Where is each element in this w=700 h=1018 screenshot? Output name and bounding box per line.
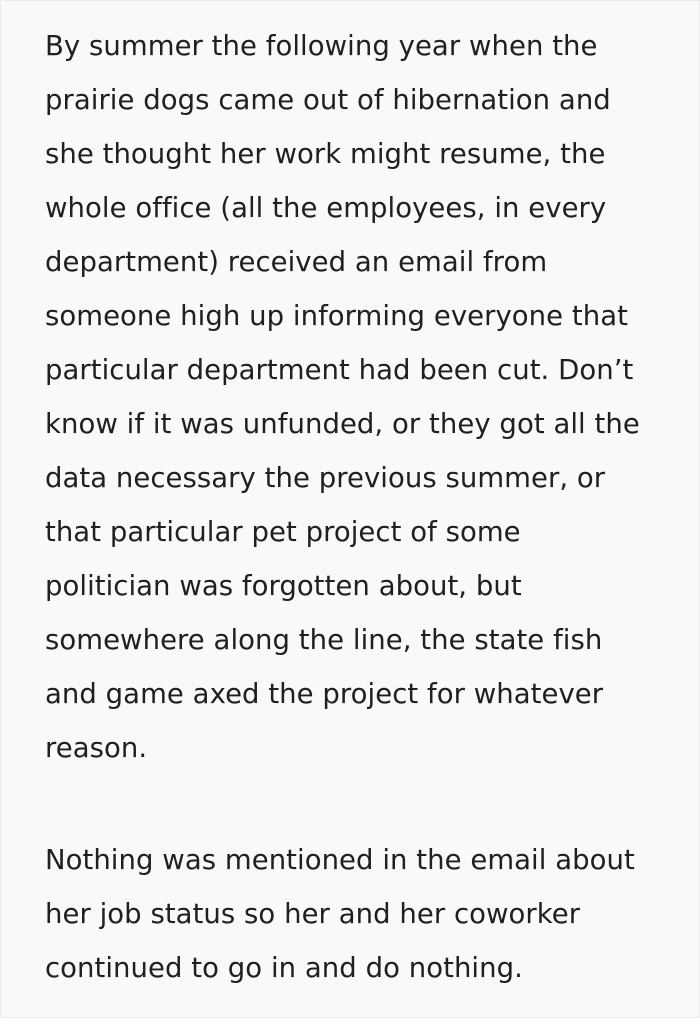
text-line: her job status so her and her coworker [45,898,581,930]
paragraph-2 [45,833,685,995]
text-line: she thought her work might resume, the [45,138,606,170]
text-line: prairie dogs came out of hibernation and [45,84,611,116]
paragraph-1 [45,19,685,775]
text-line: someone high up informing everyone that [45,300,628,332]
text-line: that particular pet project of some [45,516,521,548]
text-line: know if it was unfunded, or they got all the [45,408,640,440]
text-line: particular department had been cut. Don’t [45,354,634,386]
text-line: continued to go in and do nothing. [45,952,523,984]
text-line: and game axed the project for whatever [45,678,604,710]
text-line: data necessary the previous summer, or [45,462,606,494]
text-line: politician was forgotten about, but [45,570,522,602]
text-line: reason. [45,732,148,764]
text-line: department) received an email from [45,246,548,278]
text-line: Nothing was mentioned in the email about [45,844,635,876]
text-line: somewhere along the line, the state fish [45,624,603,656]
text-line: By summer the following year when the [45,30,598,62]
text-line: whole office (all the employees, in every [45,192,607,224]
